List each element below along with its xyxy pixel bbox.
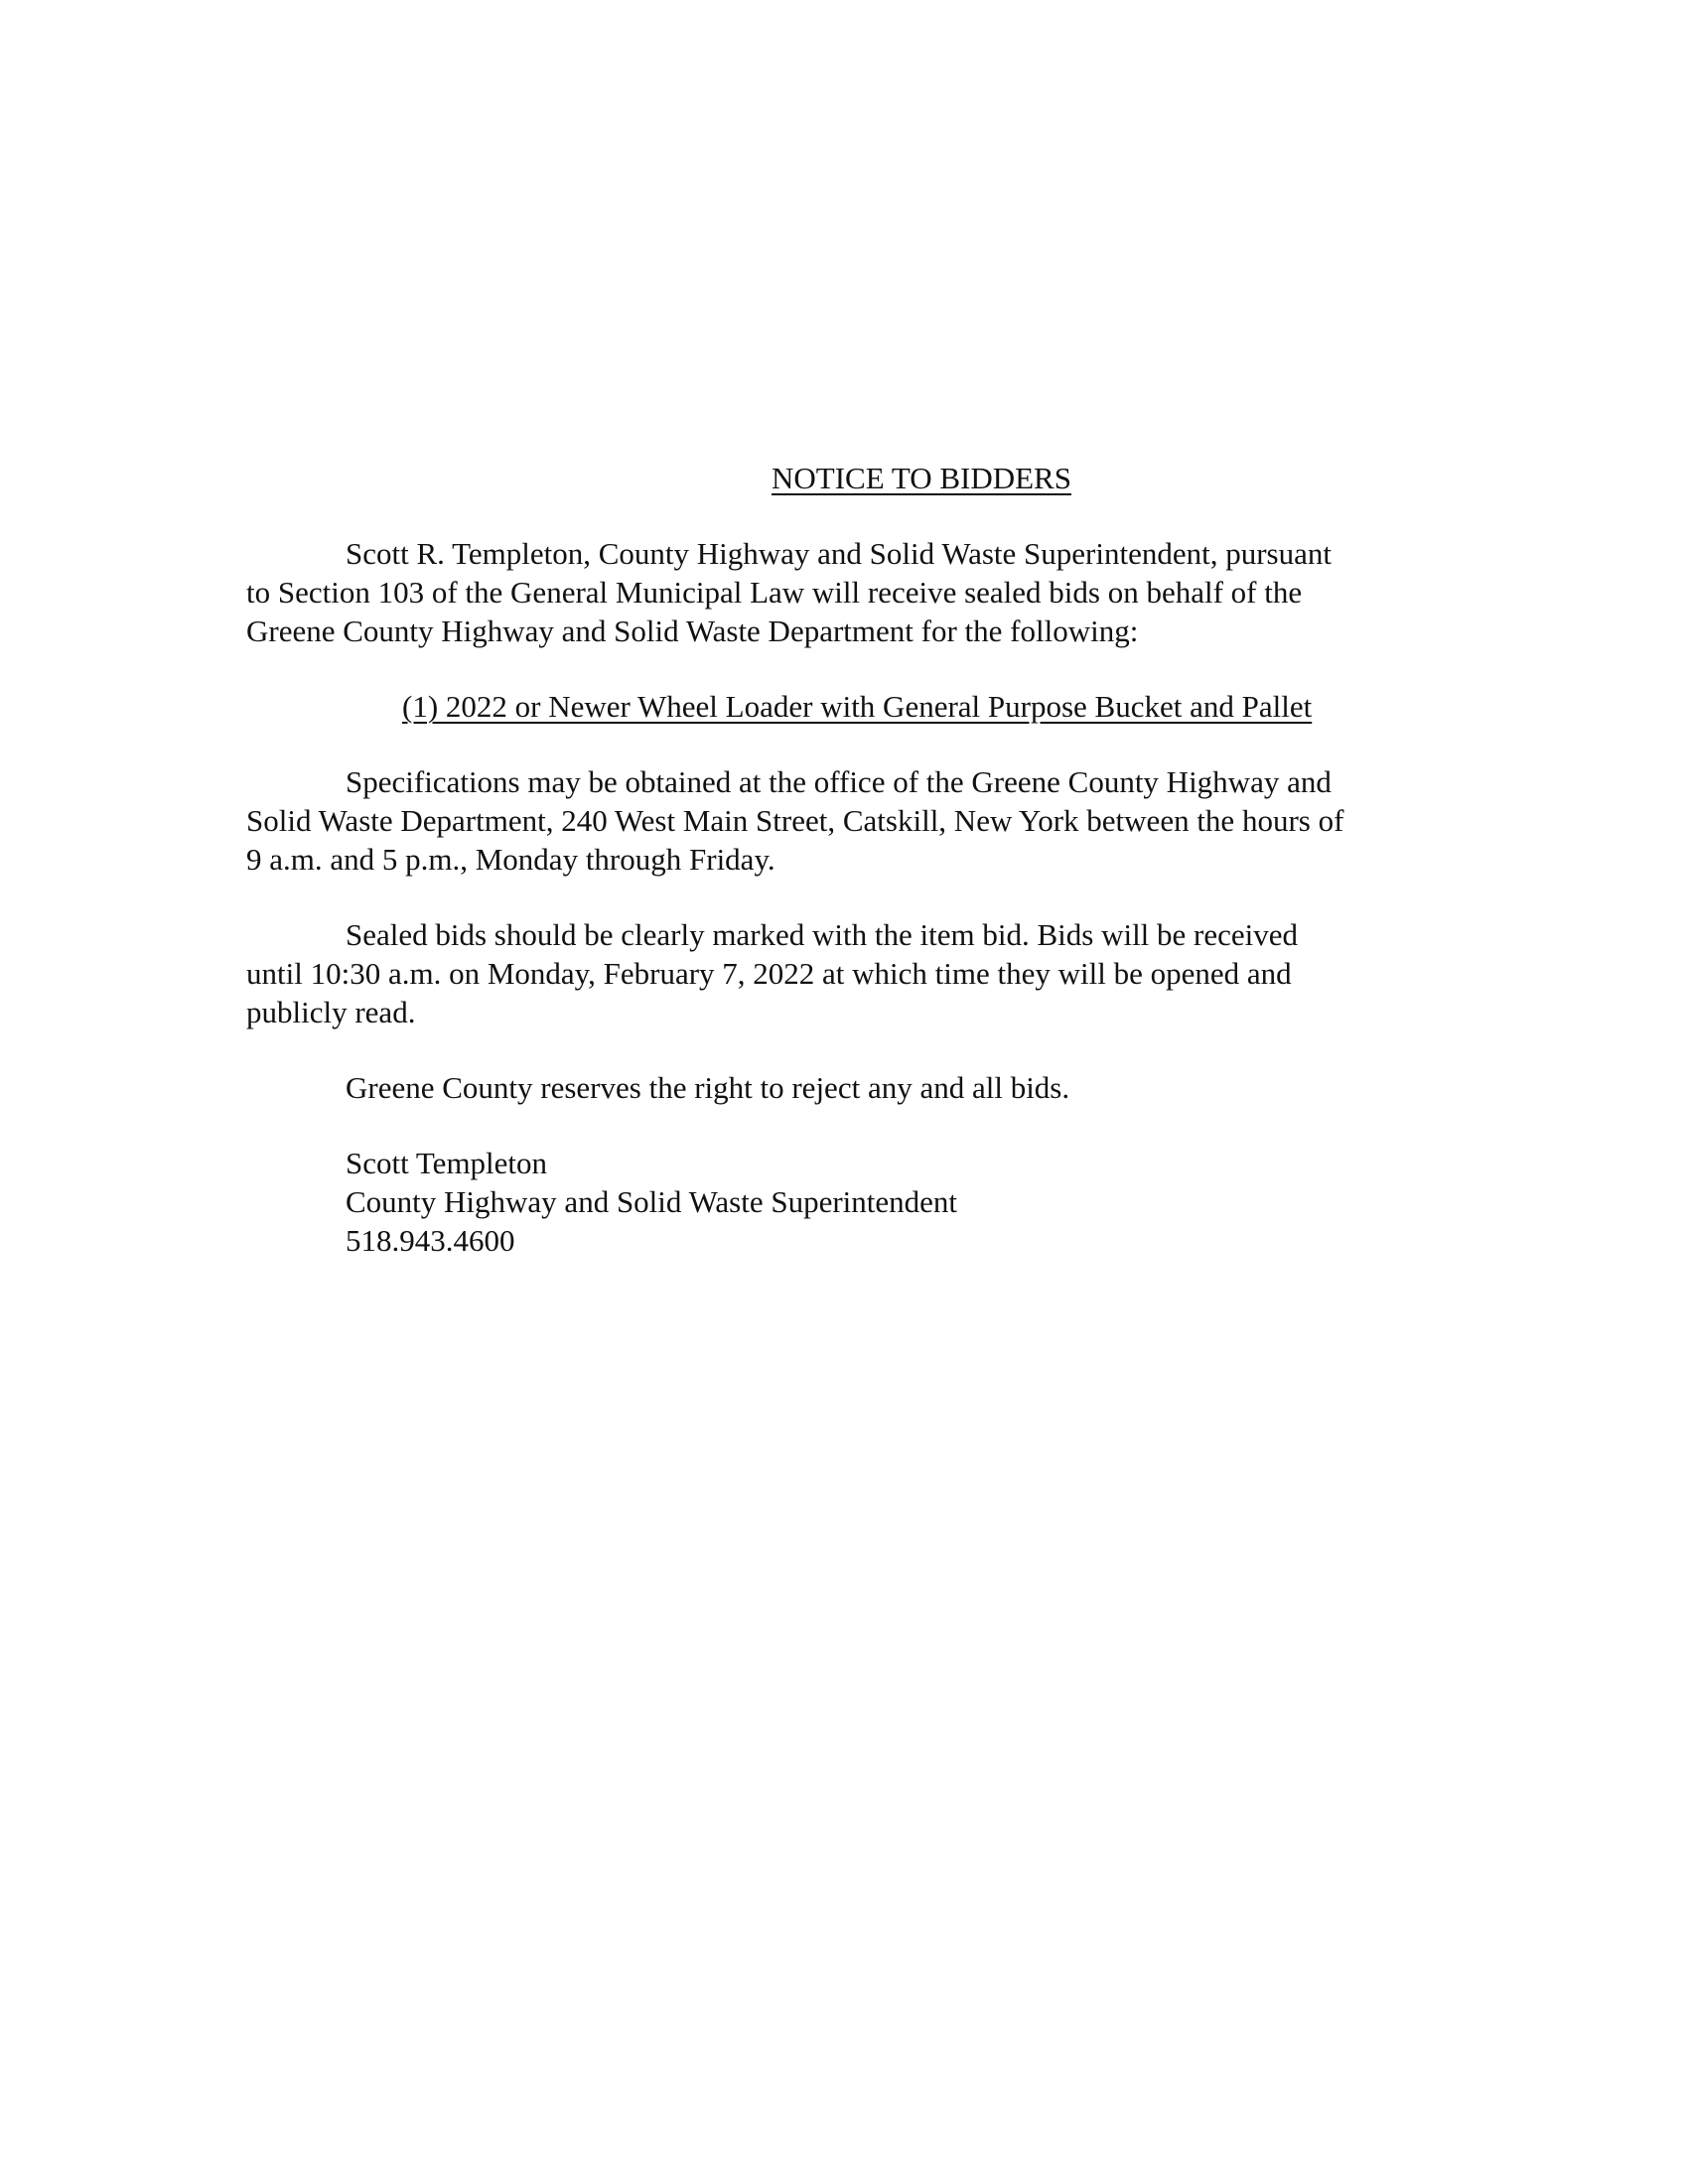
reservation-paragraph: Greene County reserves the right to reject any and all bids.	[346, 1070, 1070, 1105]
spacer	[246, 1107, 1448, 1144]
specifications-paragraph: Specifications may be obtained at the office of the Greene County Highway and Solid Waste Department, 240 West Main Street, Catskill, New York between the hours of 9 a.m. and 5 p.m., Monday through Friday.	[246, 764, 1344, 877]
spacer	[246, 726, 1448, 762]
signature-phone: 518.943.4600	[346, 1223, 515, 1258]
spacer	[246, 650, 1448, 687]
bid-item: (1) 2022 or Newer Wheel Loader with General Purpose Bucket and Pallet	[402, 689, 1313, 724]
intro-paragraph: Scott R. Templeton, County Highway and Solid Waste Superintendent, pursuant to Section 103 of the General Municipal Law will receive sealed bids on behalf of the Greene County Highway and Solid Waste Department for the following:	[246, 536, 1332, 648]
signature-block	[246, 1144, 1448, 1260]
signature-name: Scott Templeton	[346, 1146, 548, 1180]
notice-body	[246, 459, 1448, 1260]
bid-deadline-paragraph: Sealed bids should be clearly marked with the item bid. Bids will be received until 10:30 a.m. on Monday, February 7, 2022 at which time they will be opened and publicly read.	[246, 917, 1299, 1029]
spacer	[246, 497, 1448, 534]
notice-title: NOTICE TO BIDDERS	[772, 461, 1071, 495]
spacer	[246, 879, 1448, 915]
signature-position: County Highway and Solid Waste Superintendent	[346, 1184, 958, 1219]
spacer	[246, 1031, 1448, 1068]
